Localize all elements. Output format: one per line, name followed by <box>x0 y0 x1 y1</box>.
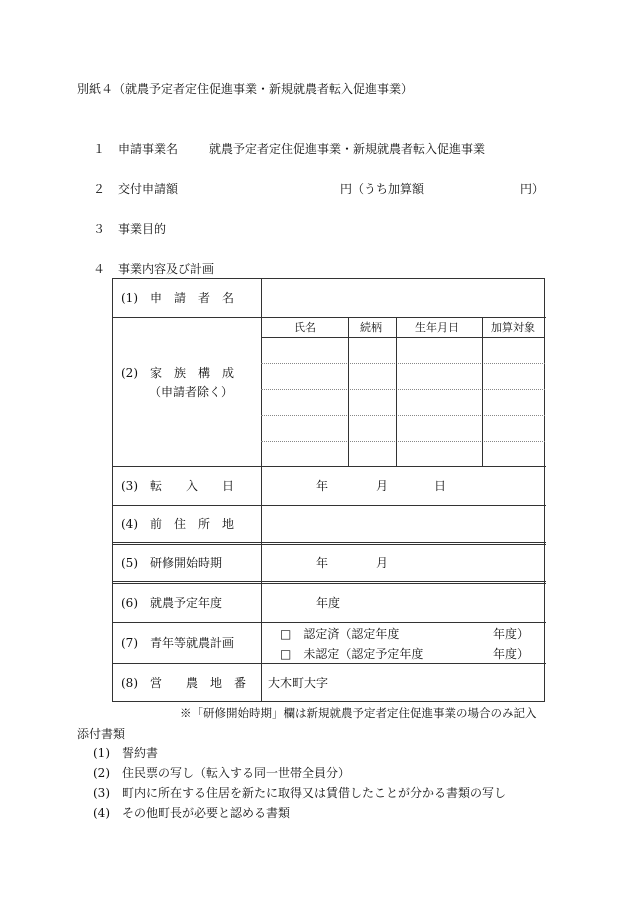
row-line-double <box>113 542 546 545</box>
item-2-yen-text: 円（うち加算額 <box>340 182 425 196</box>
row-family-label: (2) 家 族 構 成 <box>121 366 234 380</box>
item-1-label: 申請事業名 <box>118 142 179 156</box>
family-col-bonus: 加算対象 <box>491 321 535 334</box>
item-3-number: ３ <box>93 222 106 236</box>
family-col-name: 氏名 <box>294 321 316 334</box>
family-col-relation: 続柄 <box>360 321 382 334</box>
attachments-title: 添付書類 <box>77 727 126 741</box>
family-row-line <box>261 363 545 364</box>
family-col-divider <box>482 317 483 466</box>
form-title: 別紙４（就農予定者定住促進事業・新規就農者転入促進事業） <box>77 82 414 96</box>
move-in-day: 日 <box>434 479 447 493</box>
application-table <box>112 278 545 702</box>
farmland-value: 大木町大字 <box>268 676 329 690</box>
attachment-3-text: 町内に所在する住居を新たに取得又は賃借したことが分かる書類の写し <box>122 786 507 800</box>
row-family-sublabel: （申請者除く） <box>149 385 234 399</box>
table-note: ※「研修開始時期」欄は新規就農予定者定住促進事業の場合のみ記入 <box>180 706 537 720</box>
item-2-label: 交付申請額 <box>118 182 179 196</box>
move-in-month: 月 <box>376 479 389 493</box>
row-line <box>113 505 546 506</box>
attachment-3-number: (3) <box>93 786 110 800</box>
family-row-line <box>261 441 545 442</box>
item-2-yen-close: 円） <box>520 182 545 196</box>
family-col-divider <box>348 317 349 466</box>
attachment-2-text: 住民票の写し（転入する同一世帯全員分） <box>122 766 351 780</box>
family-row-line <box>261 389 545 390</box>
item-3-label: 事業目的 <box>118 222 167 236</box>
family-col-divider <box>396 317 397 466</box>
training-start-month: 月 <box>376 556 389 570</box>
attachment-4-number: (4) <box>93 806 110 820</box>
attachment-2-number: (2) <box>93 766 110 780</box>
item-4-label: 事業内容及び計画 <box>118 262 215 276</box>
attachment-4-text: その他町長が必要と認める書類 <box>122 806 291 820</box>
plan-certified-option: □ 認定済（認定年度 <box>280 627 400 641</box>
row-farming-plan-label: (7) 青年等就農計画 <box>121 636 234 650</box>
row-line-double <box>113 581 546 584</box>
row-line <box>113 466 546 467</box>
move-in-year: 年 <box>316 479 329 493</box>
item-1-value: 就農予定者定住促進事業・新規就農者転入促進事業 <box>209 142 486 156</box>
attachment-1-text: 誓約書 <box>122 746 159 760</box>
item-2-number: ２ <box>93 182 106 196</box>
family-col-birthdate: 生年月日 <box>415 321 459 334</box>
family-header-line <box>261 337 545 338</box>
plan-uncertified-year-end: 年度） <box>493 647 530 661</box>
item-1-number: １ <box>93 142 106 156</box>
training-start-year: 年 <box>316 556 329 570</box>
row-applicant-label: (1) 申 請 者 名 <box>121 291 234 305</box>
label-column-divider <box>261 279 262 702</box>
row-training-start-label: (5) 研修開始時期 <box>121 556 222 570</box>
row-farmland-label: (8) 営 農 地 番 <box>121 676 246 690</box>
family-row-line <box>261 415 545 416</box>
plan-uncertified-option: □ 未認定（認定予定年度 <box>280 647 424 661</box>
item-4-number: ４ <box>93 262 106 276</box>
attachment-1-number: (1) <box>93 746 110 760</box>
row-move-in-date-label: (3) 転 入 日 <box>121 479 234 493</box>
row-farming-year-label: (6) 就農予定年度 <box>121 596 222 610</box>
farming-fiscal-year: 年度 <box>316 596 341 610</box>
row-line <box>113 622 546 623</box>
row-line <box>113 663 546 664</box>
row-previous-address-label: (4) 前 住 所 地 <box>121 517 234 531</box>
plan-certified-year-end: 年度） <box>493 627 530 641</box>
